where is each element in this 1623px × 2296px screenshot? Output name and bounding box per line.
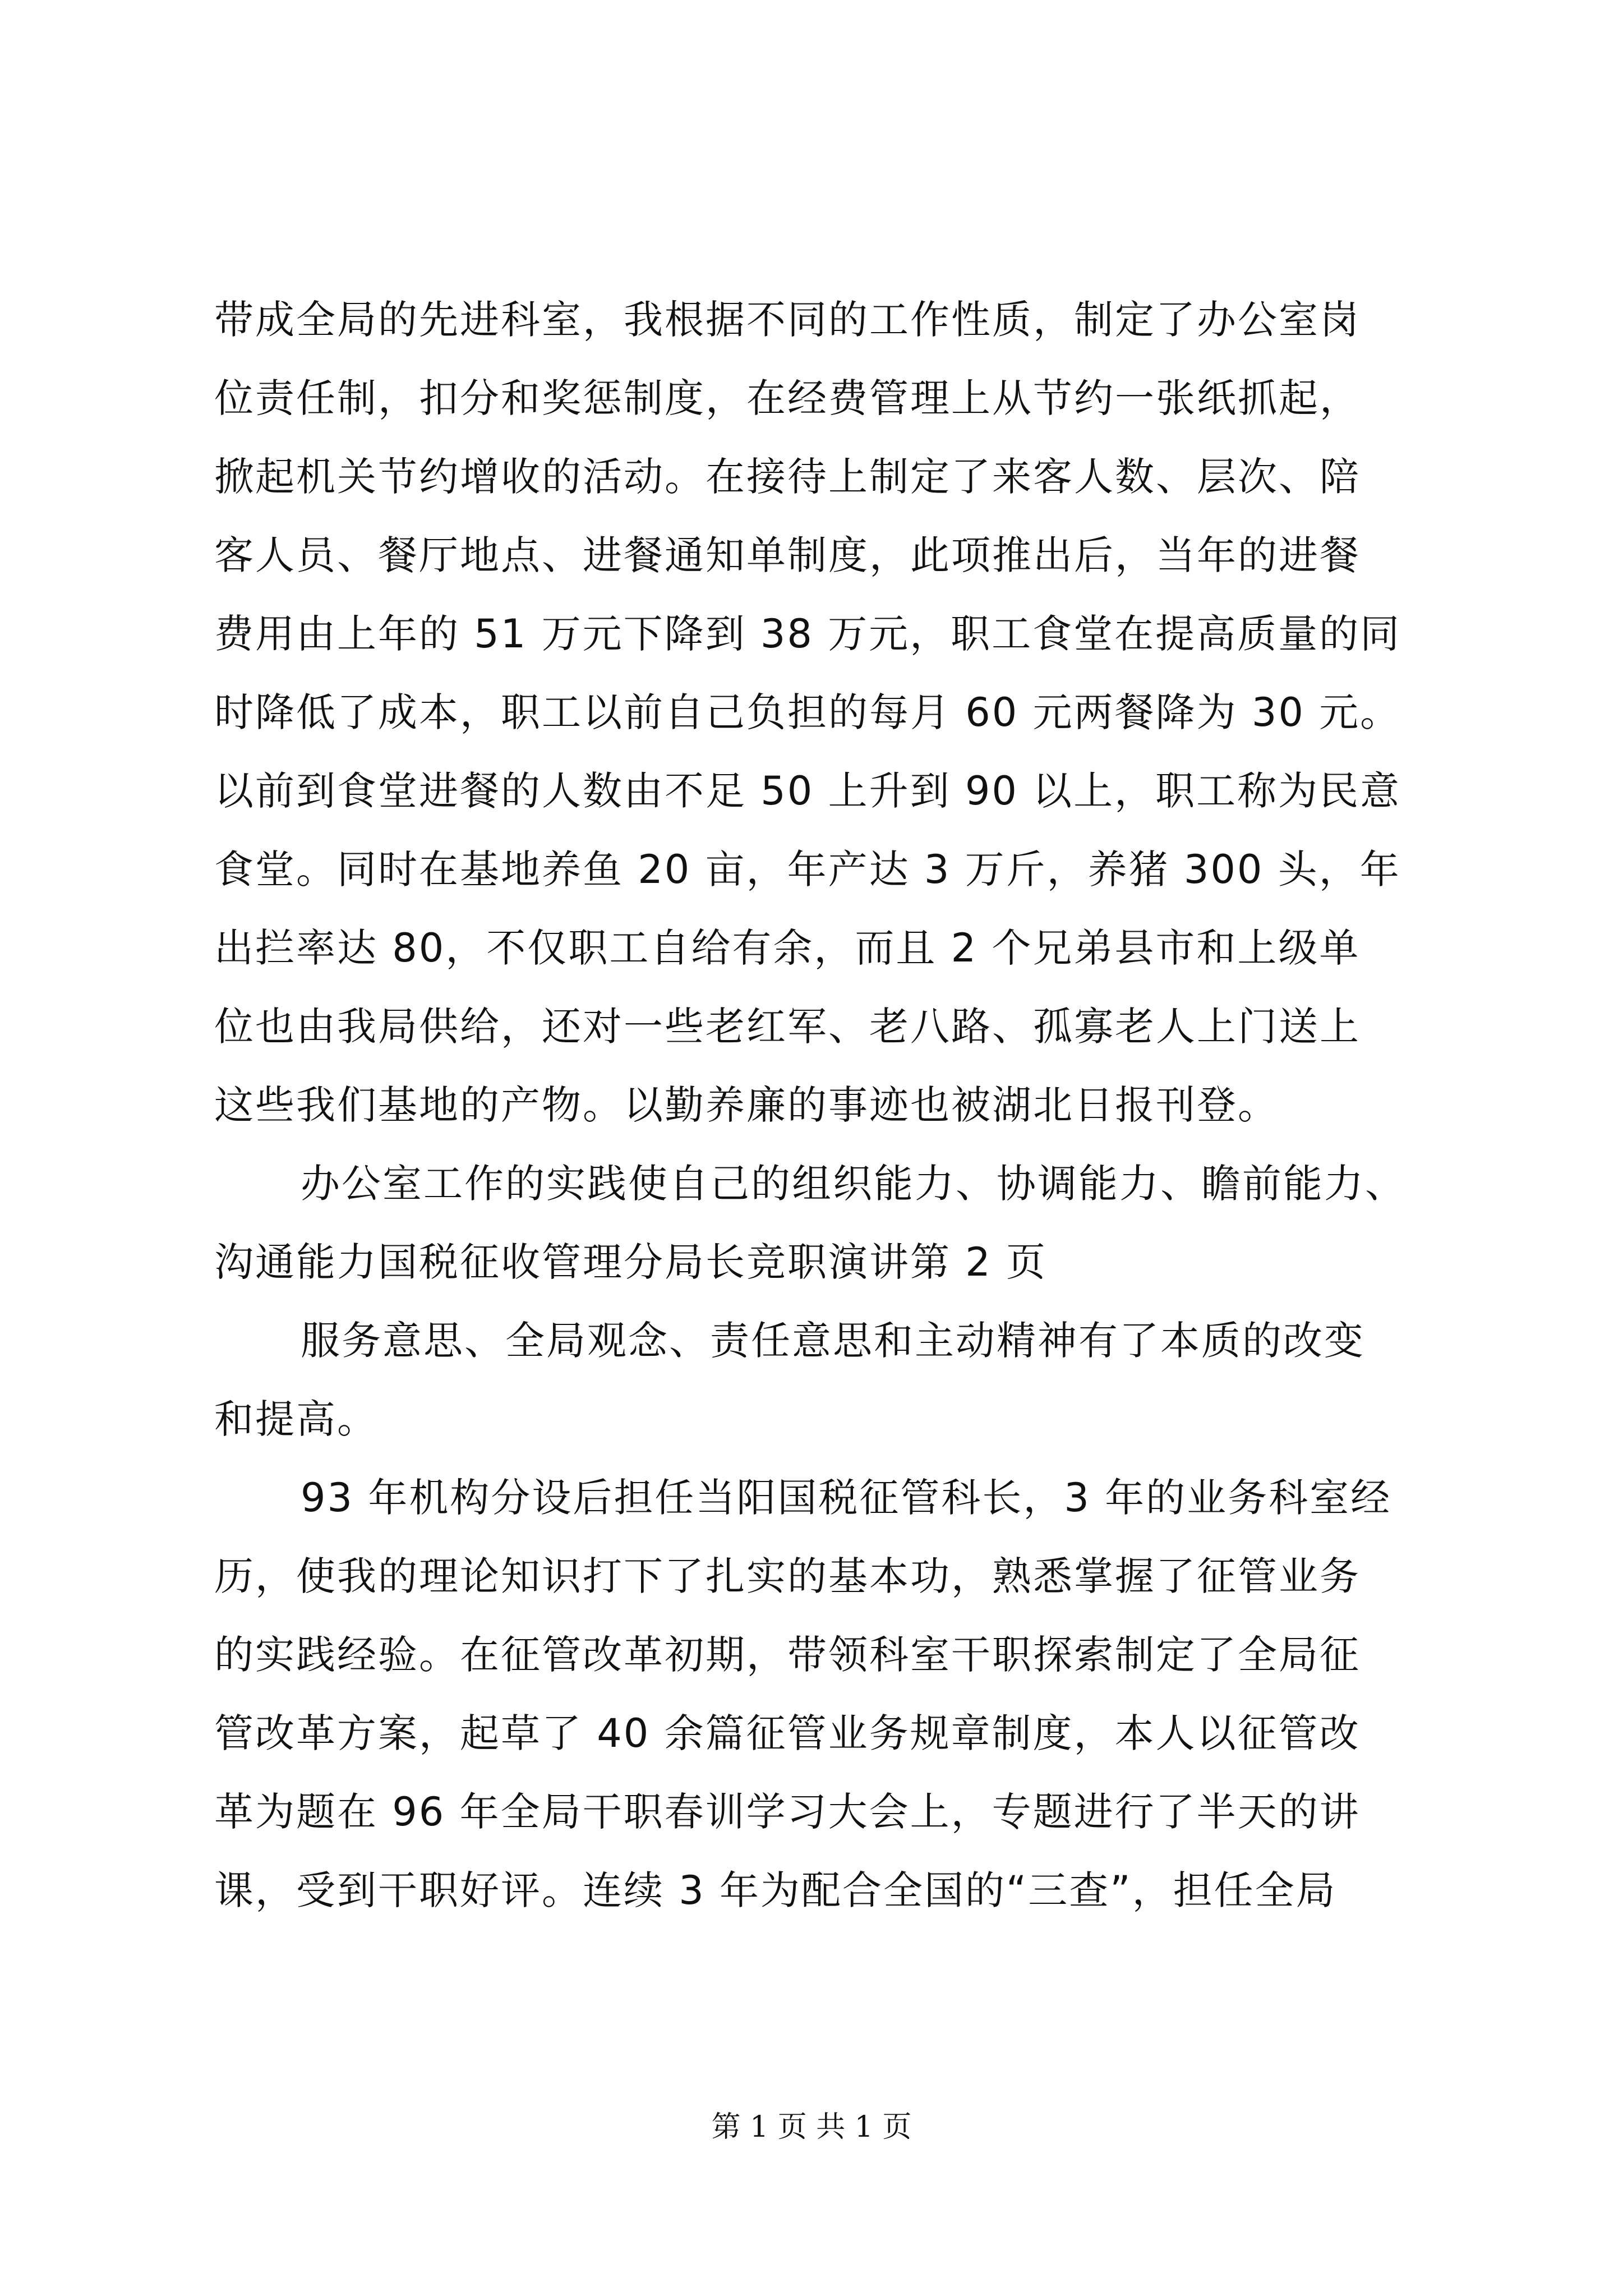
text-line: 费用由上年的 51 万元下降到 38 万元，职工食堂在提高质量的同 bbox=[214, 611, 1401, 657]
paragraph-first-line: 办公室工作的实践使自己的组织能力、协调能力、瞻前能力、 bbox=[301, 1161, 1406, 1207]
text-line: 管改革方案，起草了 40 余篇征管业务规章制度，本人以征管改 bbox=[214, 1710, 1361, 1756]
text-line: 食堂。同时在基地养鱼 20 亩，年产达 3 万斤，养猪 300 头，年 bbox=[214, 846, 1401, 892]
text-line: 课，受到干职好评。连续 3 年为配合全国的“三查”，担任全局 bbox=[214, 1867, 1337, 1913]
text-line: 和提高。 bbox=[214, 1396, 378, 1442]
text-line: 位责任制，扣分和奖惩制度，在经费管理上从节约一张纸抓起， bbox=[214, 375, 1361, 421]
text-line: 以前到食堂进餐的人数由不足 50 上升到 90 以上，职工称为民意 bbox=[214, 768, 1401, 814]
page-number-footer: 第 1 页 共 1 页 bbox=[711, 2110, 912, 2144]
text-line: 的实践经验。在征管改革初期，带领科室干职探索制定了全局征 bbox=[214, 1632, 1361, 1678]
text-line: 位也由我局供给，还对一些老红军、老八路、孤寡老人上门送上 bbox=[214, 1004, 1361, 1050]
text-line: 革为题在 96 年全局干职春训学习大会上，专题进行了半天的讲 bbox=[214, 1789, 1361, 1835]
text-line: 这些我们基地的产物。以勤养廉的事迹也被湖北日报刊登。 bbox=[214, 1082, 1279, 1128]
paragraph-first-line: 服务意思、全局观念、责任意思和主动精神有了本质的改变 bbox=[301, 1318, 1365, 1364]
text-line: 客人员、餐厅地点、进餐通知单制度，此项推出后，当年的进餐 bbox=[214, 532, 1361, 578]
text-line: 出拦率达 80，不仅职工自给有余，而且 2 个兄弟县市和上级单 bbox=[214, 925, 1361, 971]
text-line: 沟通能力国税征收管理分局长竞职演讲第 2 页 bbox=[214, 1239, 1048, 1285]
paragraph-first-line: 93 年机构分设后担任当阳国税征管科长，3 年的业务科室经 bbox=[301, 1475, 1392, 1521]
text-line: 带成全局的先进科室，我根据不同的工作性质，制定了办公室岗 bbox=[214, 297, 1361, 343]
text-line: 时降低了成本，职工以前自己负担的每月 60 元两餐降为 30 元。 bbox=[214, 689, 1401, 735]
text-line: 历，使我的理论知识打下了扎实的基本功，熟悉掌握了征管业务 bbox=[214, 1553, 1361, 1599]
text-line: 掀起机关节约增收的活动。在接待上制定了来客人数、层次、陪 bbox=[214, 454, 1361, 500]
